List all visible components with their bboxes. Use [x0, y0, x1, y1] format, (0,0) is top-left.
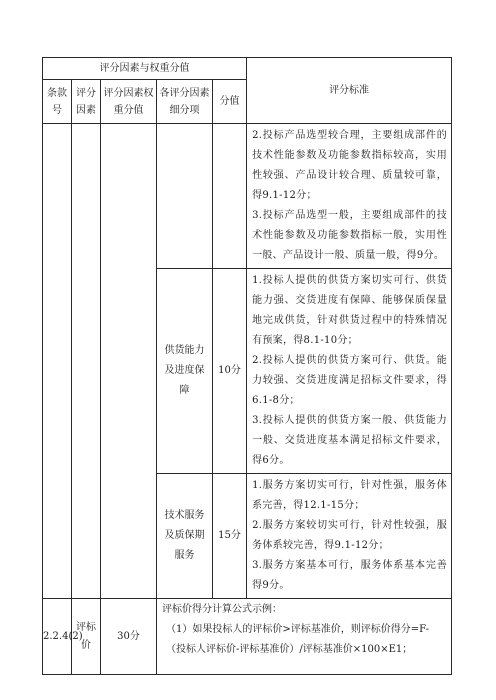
continued-row	[43, 124, 452, 269]
weight-cell-empty	[101, 124, 157, 599]
factor-cell-empty	[72, 124, 101, 599]
supply-criteria	[247, 269, 452, 474]
criteria-item: 1.投标人提供的供货方案切实可行、供货能力强、交货进度有保障、能够保质保量地完成供货，针对供货过程中的特殊情况有预案，得8.1-10分；	[252, 275, 448, 346]
header-clause-no: 条款号	[43, 80, 72, 124]
service-criteria	[247, 474, 452, 599]
header-score: 分值	[213, 80, 247, 124]
formula-title: 评标价得分计算公式示例：	[162, 604, 282, 615]
price-clause-no: 2.2.4(2)	[43, 599, 72, 675]
supply-score: 10分	[213, 269, 247, 474]
criteria-item: 1.服务方案切实可行，针对性强，服务体系完善，得12.1-15分；	[252, 480, 448, 511]
price-factor: 评标价	[72, 599, 101, 675]
header-factor: 评分因素	[72, 80, 101, 124]
service-sub-item: 技术服务及质保期服务	[157, 474, 213, 599]
header-group-row	[43, 58, 452, 80]
criteria-item: 2.服务方案较切实可行，针对性较强，服务体系较完善，得9.1-12分；	[252, 520, 448, 551]
sub-cell-empty	[157, 124, 213, 269]
price-row	[43, 599, 452, 675]
criteria-item: 3.服务方案基本可行，服务体系基本完善得9分。	[252, 560, 448, 591]
header-weight: 评分因素权重分值	[101, 80, 157, 124]
criteria-item: 2.投标人提供的供货方案可行、供货。能力较强、交货进度满足招标文件要求，得6.1-8分；	[252, 355, 448, 406]
header-standard: 评分标准	[247, 58, 452, 124]
continued-criteria	[247, 124, 452, 269]
clause-cell-empty	[43, 124, 72, 599]
header-group-title: 评分因素与权重分值	[43, 58, 247, 80]
score-cell-empty	[213, 124, 247, 269]
header-sub-item: 各评分因素细分项	[157, 80, 213, 124]
formula-line: （1）如果投标人的评标价>评标基准价，则评标价得分=F-（投标人评标价-评标基准价）/评标基准价×100×E1；	[166, 624, 429, 655]
service-score: 15分	[213, 474, 247, 599]
criteria-item: 2.投标产品选型较合理，主要组成部件的技术性能参数及功能参数指标较高，实用性较强、产品设计较合理、质量较可靠，得9.1-12分；	[252, 130, 448, 201]
criteria-item: 3.投标产品选型一般，主要组成部件的技术性能参数及功能参数指标一般，实用性一般、产品设计一般、质量一般，得9分。	[252, 210, 448, 261]
price-weight: 30分	[101, 599, 157, 675]
price-formula	[157, 599, 452, 675]
supply-sub-item: 供货能力及进度保障	[157, 269, 213, 474]
criteria-item: 3.投标人提供的供货方案一般、供货能力一般、交货进度基本满足招标文件要求，得6分。	[252, 415, 448, 466]
scoring-table	[42, 57, 452, 675]
